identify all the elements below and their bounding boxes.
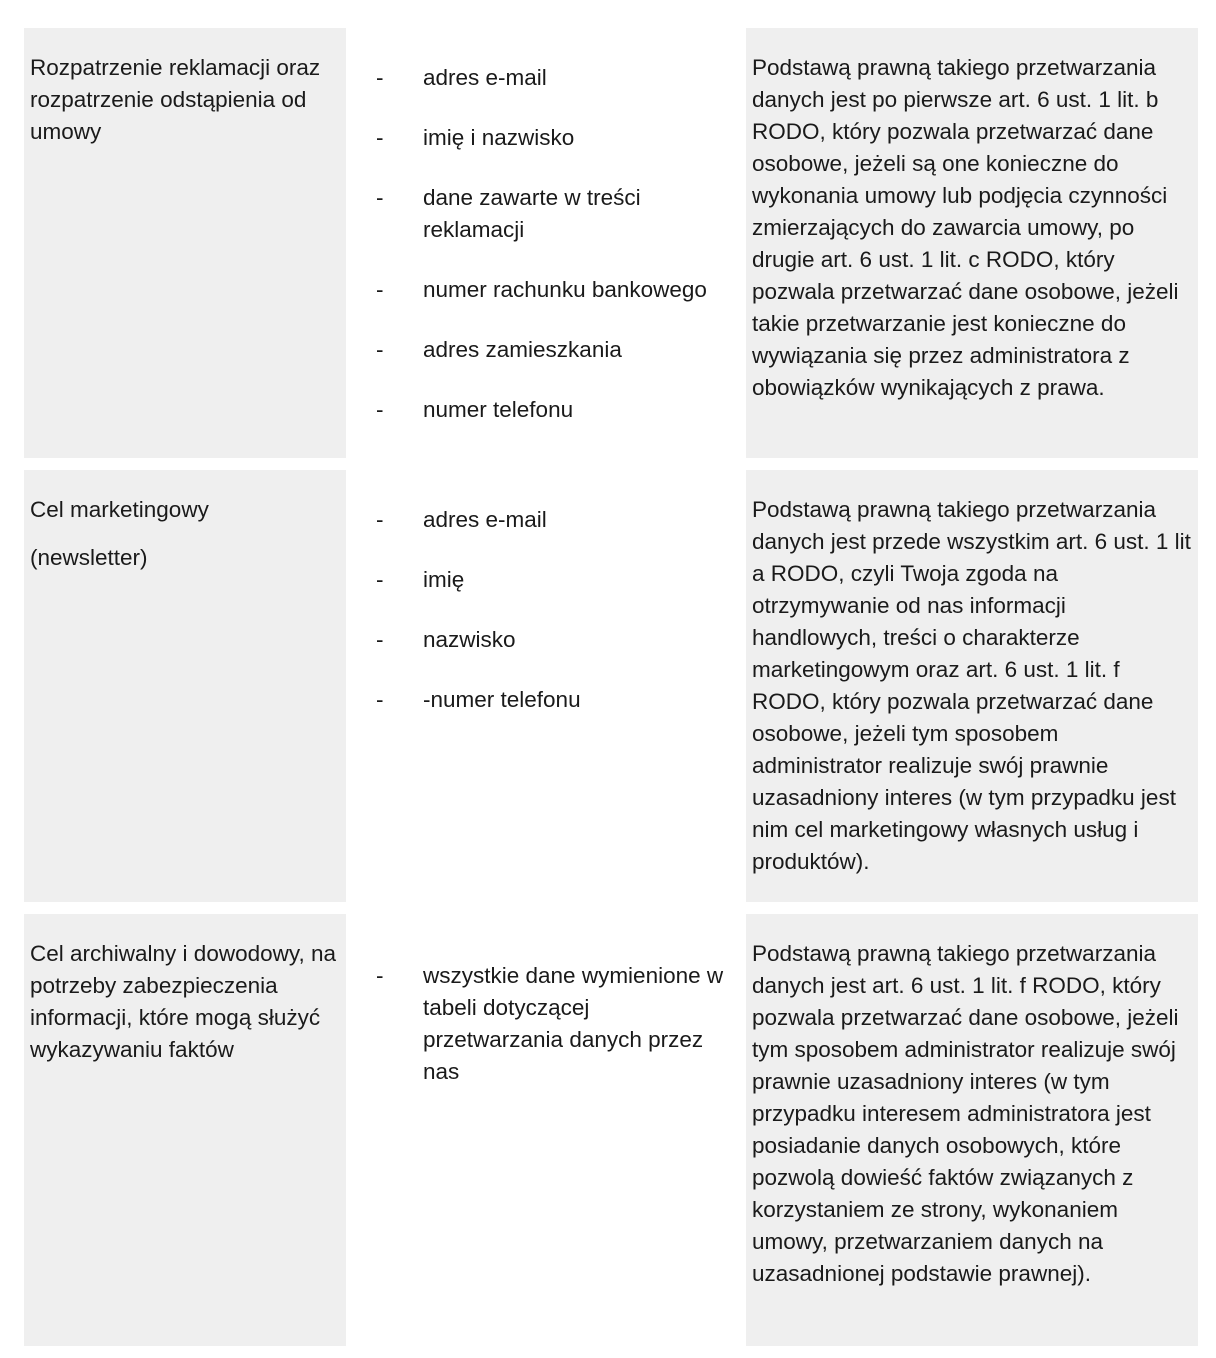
table-row (0, 28, 1216, 458)
data-items-list (346, 504, 746, 716)
list-item-text: numer telefonu (423, 397, 574, 422)
bullet-dash: - (376, 567, 384, 592)
bullet-dash: - (376, 963, 384, 988)
bullet-dash: - (376, 277, 384, 302)
bullet-dash: - (376, 185, 384, 210)
list-item (346, 684, 746, 716)
legal-basis-cell (746, 28, 1198, 458)
bullet-dash: - (376, 627, 384, 652)
bullet-dash: - (376, 507, 384, 532)
purpose-text: Cel archiwalny i dowodowy, na potrzeby zabezpieczenia informacji, które mogą służyć wykazywaniu faktów (30, 941, 336, 1062)
legal-basis-text: Podstawą prawną takiego przetwarzania danych jest art. 6 ust. 1 lit. f RODO, który pozwala przetwarzać dane osobowe, jeżeli tym sposobem administrator realizuje swój prawnie uzasadniony interes (w tym przypadku interesem administratora jest posiadanie danych osobowych, które pozwolą dowieść faktów związanych z korzystaniem ze strony, wykonaniem umowy, przetwarzaniem danych na uzasadnionej podstawie prawnej). (752, 941, 1179, 1286)
purpose-text: Rozpatrzenie reklamacji oraz rozpatrzenie odstąpienia od umowy (30, 55, 321, 144)
legal-basis-text: Podstawą prawną takiego przetwarzania danych jest przede wszystkim art. 6 ust. 1 lit a RODO, czyli Twoja zgoda na otrzymywanie od nas informacji handlowych, treści o charakterze marketingowym oraz art. 6 ust. 1 lit. f RODO, który pozwala przetwarzać dane osobowe, jeżeli tym sposobem administrator realizuje swój prawnie uzasadniony interes (w tym przypadku jest nim cel marketingowy własnych usług i produktów). (752, 497, 1191, 874)
purpose-cell (24, 914, 346, 1346)
list-item (346, 182, 746, 246)
list-item-text: numer rachunku bankowego (423, 277, 707, 302)
list-item-text: nazwisko (423, 627, 516, 652)
table-row (0, 470, 1216, 902)
purpose-text: Cel marketingowy (30, 497, 209, 522)
purpose-cell (24, 470, 346, 902)
data-items-cell (346, 914, 746, 1346)
list-item-text: dane zawarte w treści reklamacji (423, 185, 641, 242)
purpose-note: (newsletter) (30, 545, 148, 570)
data-items-cell (346, 28, 746, 458)
list-item (346, 564, 746, 596)
list-item-text: adres e-mail (423, 507, 547, 532)
list-item (346, 394, 746, 426)
list-item (346, 62, 746, 94)
list-item-text: imię (423, 567, 465, 592)
table-row (0, 914, 1216, 1346)
list-item-text: adres zamieszkania (423, 337, 622, 362)
legal-basis-text: Podstawą prawną takiego przetwarzania danych jest po pierwsze art. 6 ust. 1 lit. b RODO, który pozwala przetwarzać dane osobowe, jeżeli są one konieczne do wykonania umowy lub podjęcia czynności zmierzających do zawarcia umowy, po drugie art. 6 ust. 1 lit. c RODO, który pozwala przetwarzać dane osobowe, jeżeli takie przetwarzanie jest konieczne do wywiązania się przez administratora z obowiązków wynikających z prawa. (752, 55, 1179, 400)
list-item (346, 624, 746, 656)
list-item (346, 122, 746, 154)
list-item (346, 960, 746, 1088)
list-item (346, 334, 746, 366)
list-item (346, 504, 746, 536)
list-item-text: adres e-mail (423, 65, 547, 90)
legal-basis-cell (746, 914, 1198, 1346)
data-items-list (346, 960, 746, 1088)
legal-basis-cell (746, 470, 1198, 902)
bullet-dash: - (376, 125, 384, 150)
list-item (346, 274, 746, 306)
list-item-text: wszystkie dane wymienione w tabeli dotyczącej przetwarzania danych przez nas (423, 963, 724, 1084)
bullet-dash: - (376, 397, 384, 422)
bullet-dash: - (376, 687, 384, 712)
list-item-text: -numer telefonu (423, 687, 581, 712)
bullet-dash: - (376, 337, 384, 362)
data-items-list (346, 62, 746, 426)
data-items-cell (346, 470, 746, 902)
purpose-cell (24, 28, 346, 458)
list-item-text: imię i nazwisko (423, 125, 575, 150)
bullet-dash: - (376, 65, 384, 90)
